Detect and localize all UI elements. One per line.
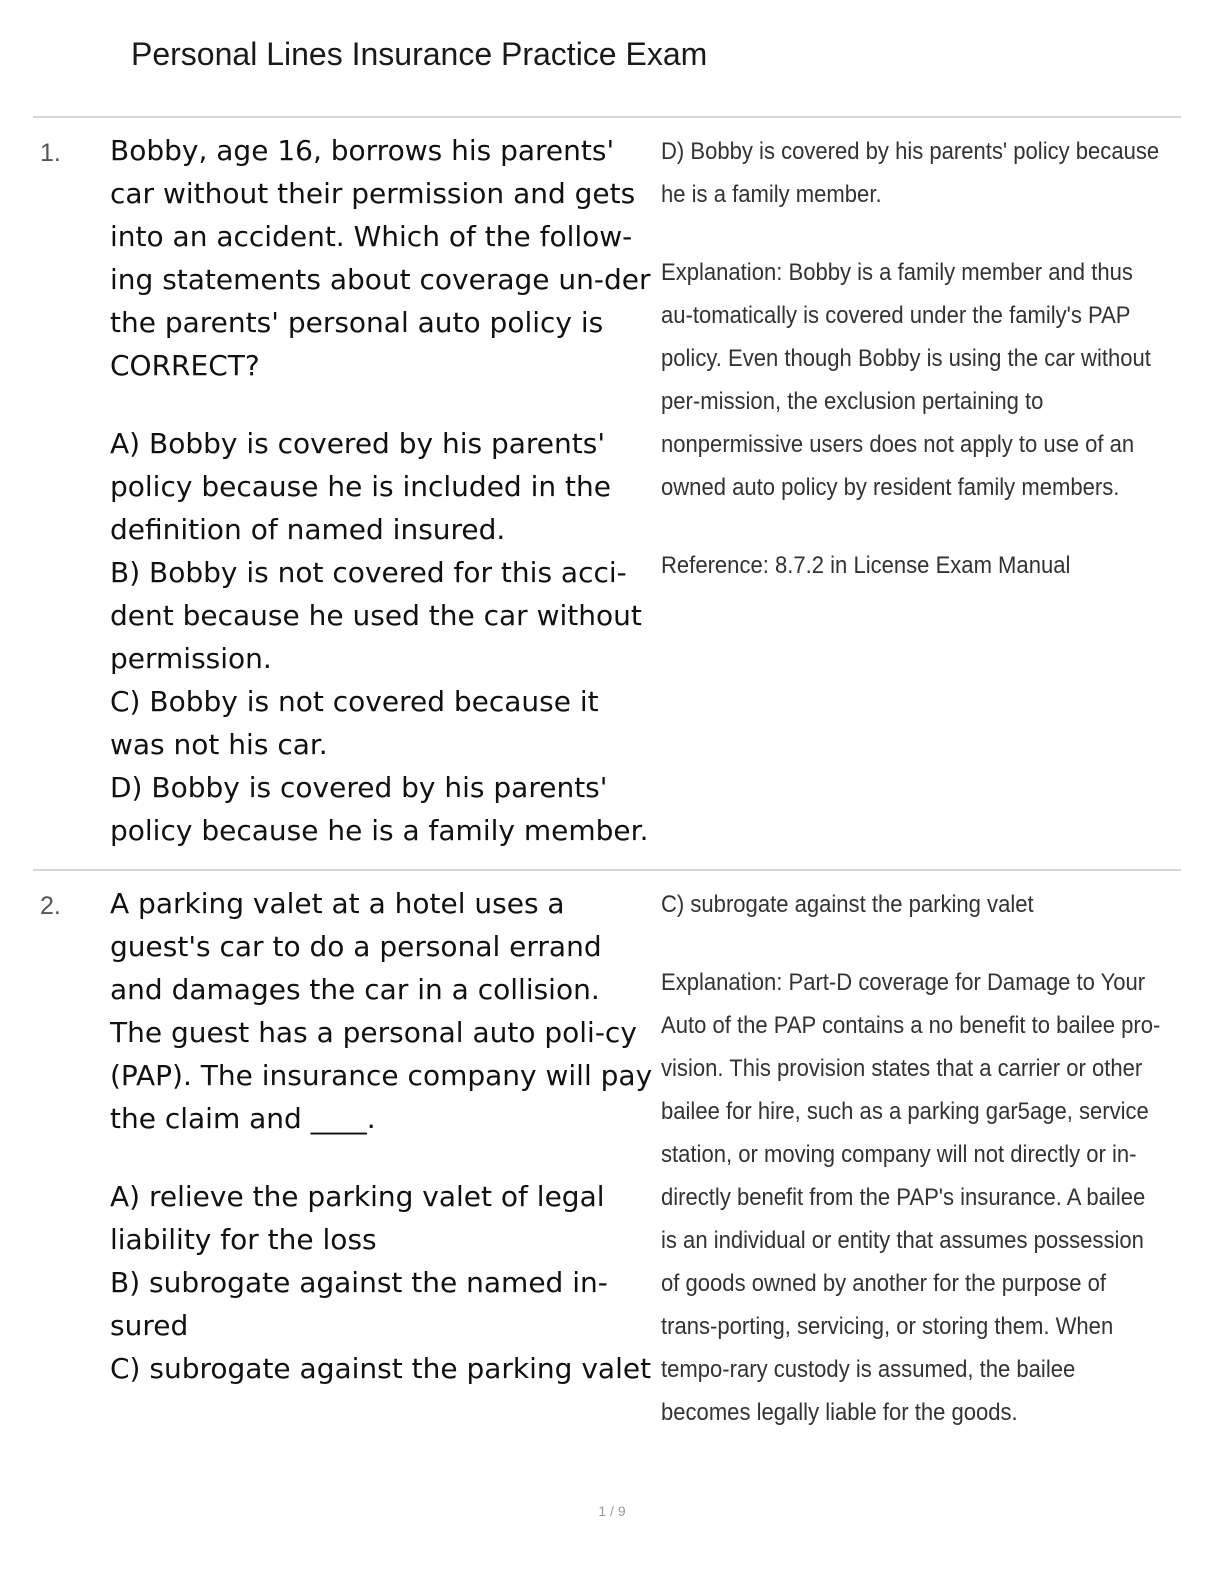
option-b: B) subrogate against the named in-sured [110,1266,608,1342]
question-number: 1. [40,139,61,167]
explanation: Explanation: Bobby is a family member and thus au-tomatically is covered under the family's PAP policy. Even though Bobby is using the car without per-mission, the exclusion pertaining to nonpermissive users does not apply to use of an owned auto policy by resident family members. [661,259,1151,501]
correct-answer: C) subrogate against the parking valet [661,891,1034,918]
option-a: A) relieve the parking valet of legal liability for the loss [110,1180,605,1256]
page-indicator: 1 / 9 [598,1503,626,1519]
question-block [110,129,655,852]
explanation: Explanation: Part-D coverage for Damage to Your Auto of the PAP contains a no benefit to bailee pro-vision. This provision states that a carrier or other bailee for hire, such as a parking gar5age, service station, or moving company will not directly or in-directly benefit from the PAP's insurance. A bailee is an individual or entity that assumes possession of goods owned by another for the purpose of trans-porting, servicing, or storing them. When tempo-rary custody is assumed, the bailee becomes legally liable for the goods. [661,969,1161,1426]
answer-block [661,130,1165,587]
option-c: C) Bobby is not covered because it was not his car. [110,685,599,761]
page-title: Personal Lines Insurance Practice Exam [131,36,708,72]
question-block [110,882,655,1390]
question-text: Bobby, age 16, borrows his parents' car without their permission and gets into an accident. Which of the follow-ing statements about coverage un-der the parents' personal auto policy is CORRECT? [110,134,651,382]
option-c: C) subrogate against the parking valet [110,1352,652,1385]
question-text: A parking valet at a hotel uses a guest's car to do a personal errand and damages the car in a collision. The guest has a personal auto poli-cy (PAP). The insurance company will pay the claim and ____. [110,887,653,1135]
option-d: D) Bobby is covered by his parents' policy because he is a family member. [110,771,649,847]
divider [33,869,1181,871]
question-number: 2. [40,892,61,920]
reference: Reference: 8.7.2 in License Exam Manual [661,552,1071,579]
answer-block [661,883,1165,1434]
option-b: B) Bobby is not covered for this acci-dent because he used the car without permission. [110,556,642,675]
correct-answer: D) Bobby is covered by his parents' policy because he is a family member. [661,138,1160,208]
option-a: A) Bobby is covered by his parents' policy because he is included in the definition of named insured. [110,427,611,546]
divider [33,116,1181,118]
